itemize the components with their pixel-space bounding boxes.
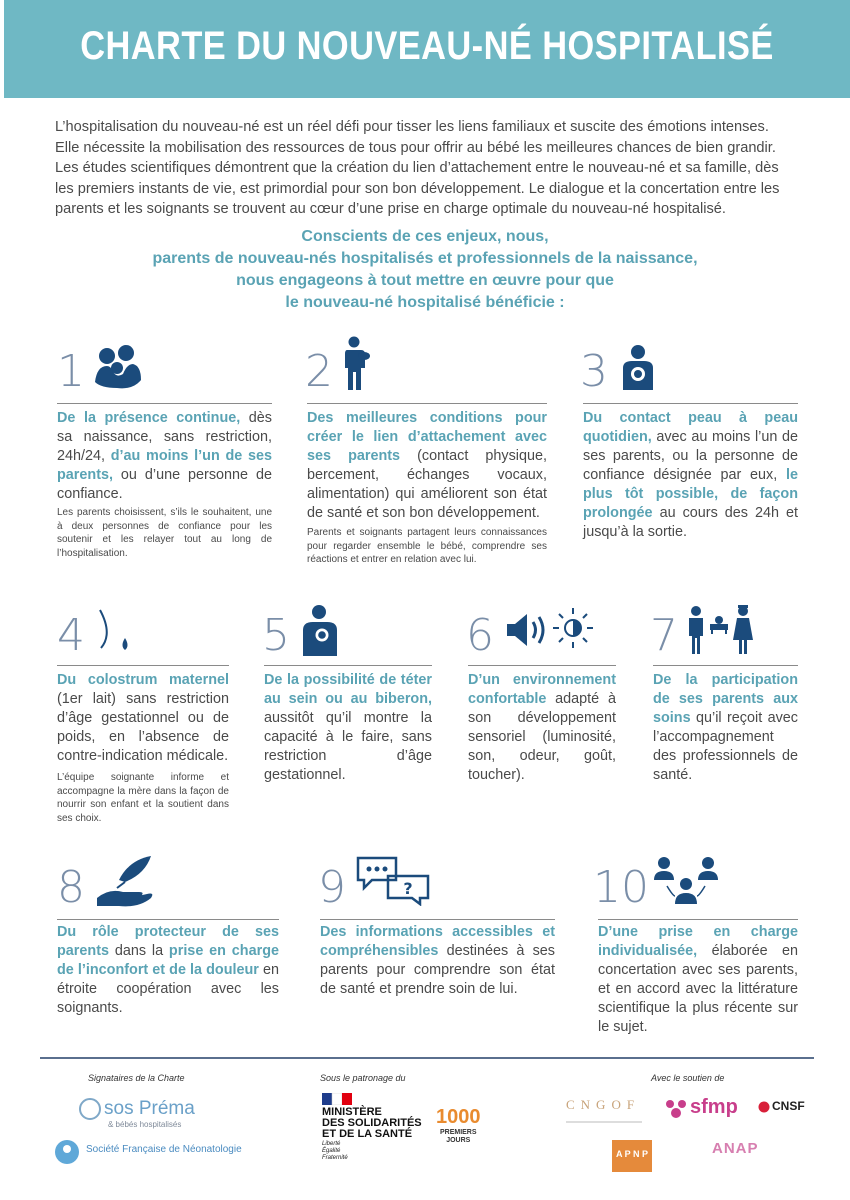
item-text-run: destinées à ses parents pour comprendre son état de santé et prendre soin de lui.: [320, 943, 555, 997]
item-text: [653, 671, 798, 785]
mille-line: JOURS: [446, 1137, 471, 1144]
item-text-emphasis: De la présence continue,: [57, 410, 241, 426]
item-text-run: (1er lait) sans restriction d’âge gestationnel ou de poids, en l’absence de contre-indication médicale.: [57, 691, 229, 764]
intro-paragraph: [55, 117, 805, 220]
footer-divider: [40, 1057, 814, 1059]
pledge-line: parents de nouveau-nés hospitalisés et professionnels de la naissance,: [152, 250, 698, 267]
ministere-line: ET DE LA SANTÉ: [322, 1128, 413, 1140]
breast-drop-icon: [97, 608, 133, 663]
item-number: 7: [650, 610, 678, 661]
item-text-emphasis: Du contact peau à peau quotidien,: [583, 410, 798, 445]
divider: [57, 403, 272, 404]
item-text-run: élaborée en concertation avec ses parents, et en accord avec la littérature scientifique la plus récente sur le sujet.: [598, 943, 798, 1035]
intro-line: parents et les soignants se trouvent au cœur d’une prise en charge optimale du nouveau-né hospitalisé.: [55, 201, 726, 217]
item-number: 8: [57, 862, 85, 913]
pledge-line: nous engageons à tout mettre en œuvre pour que: [236, 272, 614, 289]
svg-text:?: ?: [403, 879, 413, 898]
item-text-run: aussitôt qu’il montre la capacité à le faire, sans restriction d’âge gestationnel.: [264, 710, 432, 783]
pledge-line: le nouveau-né hospitalisé bénéficie :: [285, 294, 565, 311]
item-text: [598, 923, 798, 1037]
pledge-statement: [60, 226, 790, 314]
cnsf-name: CNSF: [772, 1099, 805, 1113]
divider: [57, 665, 229, 666]
item-text-run: (contact physique, bercement, échanges vocaux, alimentation) qui améliorent son état de santé et son bon développement.: [307, 448, 547, 521]
item-text: [307, 409, 547, 523]
divider: [264, 665, 432, 666]
item-text: [57, 923, 279, 1018]
item-text-run: ou d’une personne de confiance.: [57, 467, 272, 502]
skin-to-skin-icon: [620, 344, 656, 395]
item-number: 6: [466, 610, 494, 661]
breastfeeding-icon: [299, 604, 341, 661]
ministere-line: MINISTÈRE: [322, 1106, 382, 1118]
item-text-run: dans la: [108, 943, 169, 959]
support-title: Avec le soutien de: [651, 1073, 725, 1083]
item-text-emphasis: De la participation de ses parents aux soins: [653, 672, 798, 726]
item-number: 5: [262, 610, 290, 661]
sfn-name: Société Française de Néonatologie: [86, 1144, 242, 1155]
family-hug-icon: [93, 344, 143, 395]
item-text-emphasis: De la possibilité de téter au sein ou au biberon,: [264, 672, 432, 707]
item-note: Les parents choisissent, s’ils le souhaitent, une à deux personnes de confiance pour les soutenir et les relayer tout au long de l’hospitalisation.: [57, 507, 272, 559]
item-text: [57, 409, 272, 504]
mille-line: PREMIERS: [439, 1129, 477, 1136]
sound-light-icon: [505, 604, 599, 659]
item-number: 4: [57, 610, 85, 661]
anap-name: ANAP: [712, 1140, 759, 1157]
item-text-emphasis: Du colostrum maternel: [57, 672, 229, 688]
item-number: 3: [580, 346, 608, 397]
pledge-line: Conscients de ces enjeux, nous,: [301, 228, 549, 245]
intro-line: Les études scientifiques démontrent que la création du lien d’attachement entre le nouveau-né et sa famille, dès: [55, 160, 779, 176]
care-team-icon: [653, 856, 719, 911]
item-text-emphasis: Des meilleures conditions pour créer le lien d’attachement avec ses parents: [307, 410, 547, 464]
divider: [468, 665, 616, 666]
mille-premiers-jours-logo: [436, 1106, 481, 1145]
divider: [653, 665, 798, 666]
item-text-run: au cours des 24h et jusqu’à la sortie.: [583, 505, 798, 540]
item-text-emphasis: d’au moins l’un de ses parents,: [57, 448, 272, 483]
item-number: 10: [593, 862, 649, 913]
page-title: CHARTE DU NOUVEAU-NÉ HOSPITALISÉ: [80, 24, 774, 68]
divider: [307, 403, 547, 404]
apnp-name: A P N P: [615, 1149, 648, 1159]
item-text-emphasis: le plus tôt possible, de façon prolongée: [583, 467, 798, 521]
mille-number: 1000: [436, 1106, 481, 1128]
patronage-title: Sous le patronage du: [320, 1073, 406, 1083]
sfmp-name: sfmp: [690, 1096, 738, 1118]
item-text-run: adapté à son développement sensoriel (luminosité, son, odeur, goût, toucher).: [468, 691, 616, 783]
divider: [57, 919, 279, 920]
item-text: [583, 409, 798, 542]
motto-line: Liberté: [322, 1141, 341, 1147]
sosprema-subtitle: & bébés hospitalisés: [108, 1120, 182, 1129]
signatories-title: Signataires de la Charte: [88, 1073, 185, 1083]
item-text-run: qu’il reçoit avec l’accompagnement des professionnels de santé.: [653, 710, 798, 783]
motto-line: Fraternité: [322, 1155, 348, 1161]
item-text-emphasis: D’une prise en charge individualisée,: [598, 924, 798, 959]
parent-holding-baby-icon: [343, 336, 371, 397]
item-text-emphasis: prise en charge de l’inconfort et de la douleur: [57, 943, 279, 978]
apnp-logo: [612, 1140, 652, 1172]
item-text-run: avec au moins l’un de ses parents, ou la personne de confiance désignée par eux,: [583, 429, 798, 483]
item-number: 2: [305, 346, 333, 397]
cngof-name: CNGOF: [566, 1097, 641, 1112]
item-number: 9: [318, 862, 346, 913]
item-text: [57, 671, 229, 766]
header-banner: [4, 0, 850, 98]
item-text-run: dès sa naissance, sans restriction, 24h/24,: [57, 410, 272, 464]
item-note: Parents et soignants partagent leurs connaissances pour regarder ensemble le bébé, comprendre ses réactions et entrer en relation avec lui.: [307, 527, 547, 565]
intro-line: les premiers instants de vie, est primordial pour son bon développement. Le dialogue et la concertation entre les: [55, 180, 780, 197]
speech-bubbles-icon: [356, 856, 432, 911]
parents-nurse-icon: [686, 604, 756, 661]
item-note: L’équipe soignante informe et accompagne la mère dans la façon de nourrir son enfant et la soutient dans ses choix.: [57, 772, 229, 824]
item-text-emphasis: Du rôle protecteur de ses parents: [57, 924, 279, 959]
motto-line: Égalité: [322, 1148, 341, 1154]
item-text-emphasis: Des informations accessibles et compréhensibles: [320, 924, 555, 959]
item-text: [320, 923, 555, 999]
sosprema-name: sos Préma: [104, 1098, 195, 1119]
item-text-emphasis: D’un environnement confortable: [468, 672, 616, 707]
divider: [320, 919, 555, 920]
intro-line: Elle nécessite la mobilisation des ressources de tous pour offrir au bébé les meilleures chances de bien grandir.: [55, 139, 776, 156]
intro-line: L’hospitalisation du nouveau-né est un réel défi pour tisser les liens familiaux et suscite des émotions intenses.: [55, 119, 769, 135]
item-text-run: en étroite coopération avec les soignants.: [57, 962, 279, 1016]
ministere-line: DES SOLIDARITÉS: [322, 1117, 422, 1129]
item-text: [468, 671, 616, 785]
divider: [583, 403, 798, 404]
anap-logo: [712, 1140, 759, 1157]
divider: [598, 919, 798, 920]
cngof-logo: [566, 1097, 642, 1123]
item-text: [264, 671, 432, 785]
item-number: 1: [57, 346, 85, 397]
hand-feather-icon: [95, 854, 157, 915]
